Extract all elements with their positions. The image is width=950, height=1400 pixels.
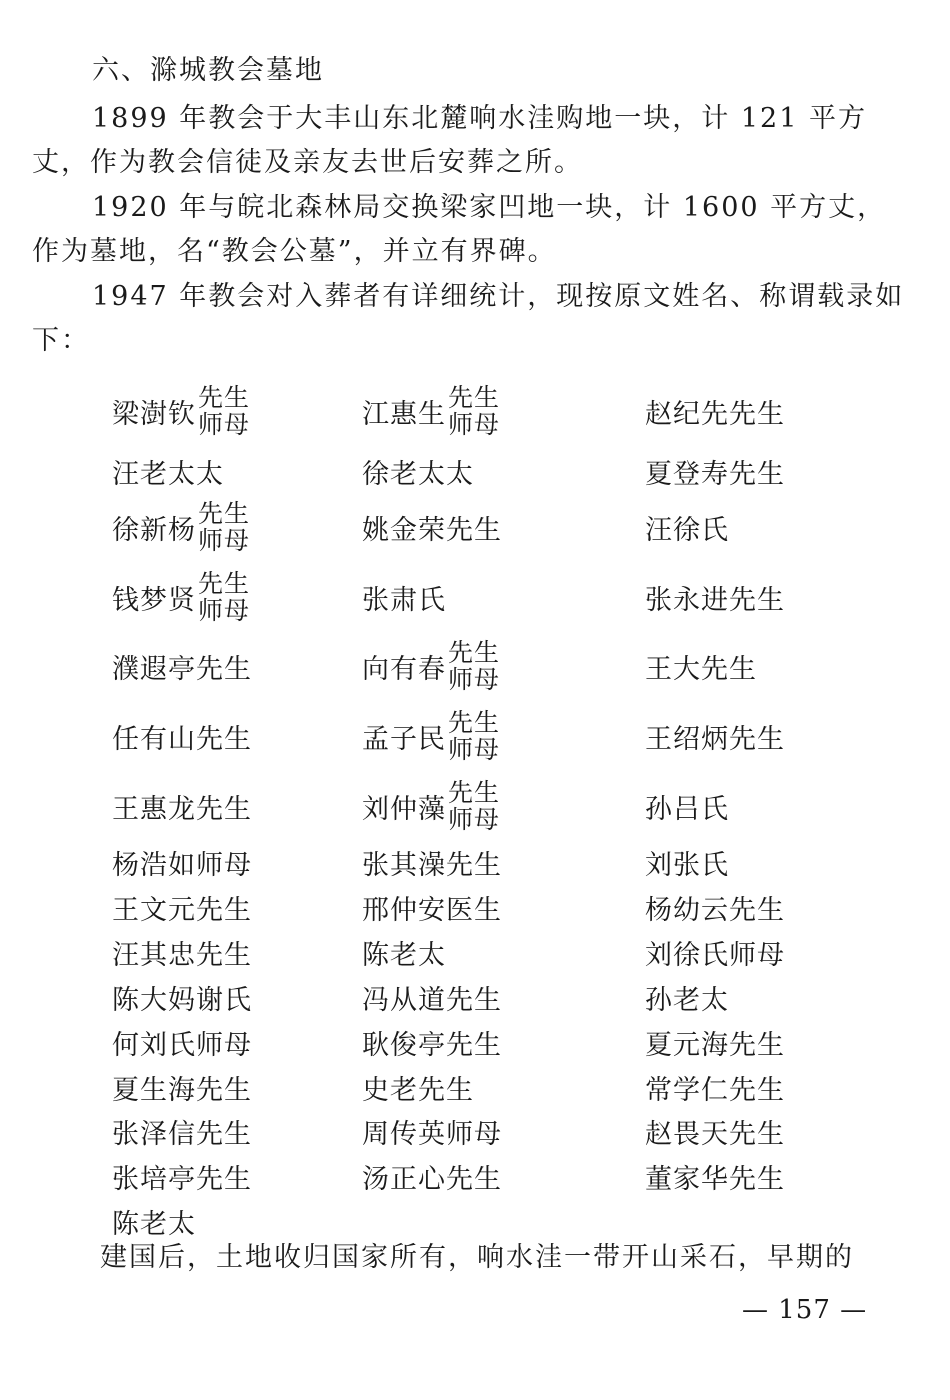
burial-name: 徐老太太 (362, 458, 474, 490)
burial-title: 师母 (448, 665, 501, 694)
burial-entry (645, 499, 729, 555)
burial-name: 刘张氏 (645, 849, 729, 881)
burial-title: 师母 (198, 410, 251, 439)
burial-title: 师母 (198, 526, 251, 555)
burial-entry (112, 708, 252, 764)
burial-title: 师母 (448, 735, 501, 764)
burial-entry (362, 383, 500, 439)
burial-name: 张培亭先生 (112, 1163, 252, 1195)
burial-name: 汤正心先生 (362, 1163, 502, 1195)
burial-entry (362, 499, 502, 555)
paragraph-1: 1899 年教会于大丰山东北麓响水洼购地一块，计 121 平方丈，作为教会信徒及亲友去世后安葬之所。 (32, 103, 867, 178)
burial-name: 张泽信先生 (112, 1118, 252, 1150)
continuation-line: 建国后，土地收归国家所有，响水洼一带开山采石，早期的 (100, 1242, 854, 1273)
burial-name: 徐新杨 (112, 514, 196, 546)
burial-name: 张永进先生 (645, 584, 785, 616)
burial-name: 夏生海先生 (112, 1074, 252, 1106)
burial-title: 先生 (198, 499, 251, 528)
burial-entry (362, 443, 474, 499)
burial-entry (362, 569, 446, 625)
burial-name: 姚金荣先生 (362, 514, 502, 546)
burial-name: 刘仲藻 (362, 793, 446, 825)
burial-name: 陈老太 (112, 1208, 196, 1240)
burial-name: 常学仁先生 (645, 1074, 785, 1106)
burial-title: 先生 (198, 569, 251, 598)
burial-name: 任有山先生 (112, 723, 252, 755)
burial-name: 赵畏天先生 (645, 1118, 785, 1150)
burial-name: 夏登寿先生 (645, 458, 785, 490)
burial-entry (645, 569, 785, 625)
burial-name: 陈老太 (362, 939, 446, 971)
burial-name: 钱梦贤 (112, 584, 196, 616)
burial-title: 先生 (448, 638, 501, 667)
burial-name: 王惠龙先生 (112, 793, 252, 825)
burial-title: 师母 (448, 805, 501, 834)
burial-name: 孟子民 (362, 723, 446, 755)
burial-name: 王大先生 (645, 653, 757, 685)
burial-name: 史老先生 (362, 1074, 474, 1106)
burial-name: 汪老太太 (112, 458, 224, 490)
stacked-titles (198, 384, 250, 438)
burial-name: 何刘氏师母 (112, 1029, 252, 1061)
burial-name: 陈大妈谢氏 (112, 984, 252, 1016)
burial-title: 先生 (448, 778, 501, 807)
burial-title: 先生 (448, 708, 501, 737)
burial-name: 向有春 (362, 653, 446, 685)
burial-entry (362, 638, 500, 694)
burial-name: 王文元先生 (112, 894, 252, 926)
burial-name: 杨幼云先生 (645, 894, 785, 926)
burial-name: 耿俊亭先生 (362, 1029, 502, 1061)
burial-entry (645, 383, 785, 439)
burial-name: 江惠生 (362, 398, 446, 430)
burial-entry (645, 708, 785, 764)
burial-name: 梁澍钦 (112, 398, 196, 430)
burial-entry (645, 778, 729, 834)
burial-entry (112, 443, 224, 499)
burial-name: 汪其忠先生 (112, 939, 252, 971)
burial-entry (112, 499, 250, 555)
burial-name: 濮遐亭先生 (112, 653, 252, 685)
stacked-titles (448, 639, 500, 693)
burial-name: 董家华先生 (645, 1163, 785, 1195)
burial-entry (645, 443, 785, 499)
burial-name: 孙老太 (645, 984, 729, 1016)
stacked-titles (448, 709, 500, 763)
burial-name: 张其澡先生 (362, 849, 502, 881)
burial-name: 周传英师母 (362, 1118, 502, 1150)
burial-name: 王绍炳先生 (645, 723, 785, 755)
burial-title: 师母 (198, 596, 251, 625)
burial-name: 汪徐氏 (645, 514, 729, 546)
burial-name: 张肃氏 (362, 584, 446, 616)
burial-name: 刘徐氏师母 (645, 939, 785, 971)
stacked-titles (198, 500, 250, 554)
burial-title: 先生 (198, 383, 251, 412)
burial-name: 邢仲安医生 (362, 894, 502, 926)
burial-entry (112, 383, 250, 439)
burial-entry (362, 778, 500, 834)
burial-name: 夏元海先生 (645, 1029, 785, 1061)
section-title: 六、滁城教会墓地 (92, 55, 324, 86)
burial-title: 先生 (448, 383, 501, 412)
stacked-titles (448, 779, 500, 833)
burial-title: 师母 (448, 410, 501, 439)
burial-entry (645, 638, 757, 694)
burial-name: 孙吕氏 (645, 793, 729, 825)
burial-name: 赵纪先先生 (645, 398, 785, 430)
burial-entry (112, 569, 250, 625)
stacked-titles (198, 570, 250, 624)
burial-entry (645, 1148, 785, 1204)
burial-entry (112, 638, 252, 694)
burial-entry (362, 1148, 502, 1204)
burial-entry (362, 708, 500, 764)
paragraph-2: 1920 年与皖北森林局交换梁家凹地一块，计 1600 平方丈，作为墓地，名“教会公墓”，并立有界碑。 (32, 192, 887, 267)
burial-name: 冯从道先生 (362, 984, 502, 1016)
page-number: — 157 — (742, 1295, 868, 1325)
stacked-titles (448, 384, 500, 438)
paragraph-3: 1947 年教会对入葬者有详细统计，现按原文姓名、称谓载录如下： (32, 281, 905, 356)
burial-name: 杨浩如师母 (112, 849, 252, 881)
burial-entry (112, 778, 252, 834)
